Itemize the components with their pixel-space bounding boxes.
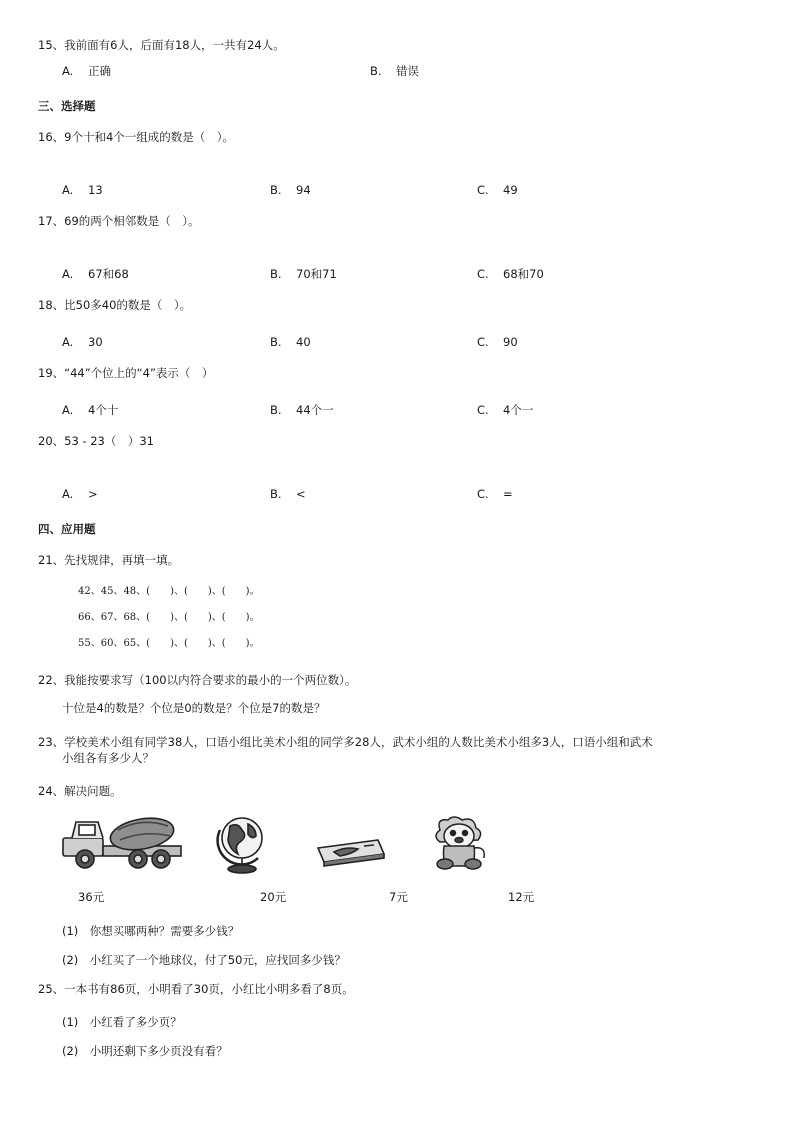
option-b bbox=[270, 487, 306, 501]
option-letter: C. bbox=[477, 183, 489, 197]
option-letter: A. bbox=[62, 335, 74, 349]
option-text: 67和68 bbox=[88, 267, 129, 281]
option-text: 30 bbox=[88, 335, 103, 349]
option-letter: C. bbox=[477, 267, 489, 281]
option-c bbox=[477, 487, 513, 501]
price-truck: 36元 bbox=[78, 890, 105, 904]
option-text: 13 bbox=[88, 183, 103, 197]
option-text: 4个一 bbox=[503, 403, 534, 417]
question-24-sub2: (2) 小红买了一个地球仪，付了50元，应找回多少钱？ bbox=[62, 953, 346, 967]
option-c bbox=[477, 403, 533, 417]
pattern-row: 42、45、48、( )、( )、( )。 bbox=[78, 586, 260, 597]
globe-icon bbox=[212, 810, 272, 876]
option-letter: B. bbox=[270, 487, 282, 501]
option-text: 90 bbox=[503, 335, 518, 349]
option-letter: B. bbox=[370, 64, 382, 78]
question-22-detail: 十位是4的数是？个位是0的数是？个位是7的数是？ bbox=[62, 701, 326, 715]
option-text: 70和71 bbox=[296, 267, 337, 281]
option-a bbox=[62, 403, 118, 417]
question-23-line2: 小组各有多少人？ bbox=[62, 751, 154, 765]
option-c bbox=[477, 267, 544, 281]
option-b bbox=[370, 64, 419, 78]
question-24-sub1: (1) 你想买哪两种？需要多少钱？ bbox=[62, 924, 240, 938]
question-16: 16、9个十和4个一组成的数是（ ）。 bbox=[38, 130, 235, 144]
option-letter: B. bbox=[270, 335, 282, 349]
option-text: 正确 bbox=[88, 64, 111, 78]
option-text: 4个十 bbox=[88, 403, 119, 417]
question-15: 15、我前面有6人，后面有18人，一共有24人。 bbox=[38, 38, 285, 52]
option-text: = bbox=[503, 487, 513, 501]
option-letter: A. bbox=[62, 183, 74, 197]
option-text: 错误 bbox=[396, 64, 419, 78]
question-20: 20、53 - 23（ ）31 bbox=[38, 434, 154, 448]
option-b bbox=[270, 183, 311, 197]
section-title-application: 四、应用题 bbox=[38, 522, 96, 536]
option-text: 68和70 bbox=[503, 267, 544, 281]
pattern-row: 66、67、68、( )、( )、( )。 bbox=[78, 612, 260, 623]
pattern-row: 55、60、65、( )、( )、( )。 bbox=[78, 638, 260, 649]
option-text: 40 bbox=[296, 335, 311, 349]
option-letter: A. bbox=[62, 64, 74, 78]
option-c bbox=[477, 183, 518, 197]
question-17: 17、69的两个相邻数是（ ）。 bbox=[38, 214, 200, 228]
option-letter: C. bbox=[477, 487, 489, 501]
option-a bbox=[62, 183, 103, 197]
option-letter: B. bbox=[270, 267, 282, 281]
price-pencil-case: 7元 bbox=[389, 890, 408, 904]
option-a bbox=[62, 335, 103, 349]
option-letter: A. bbox=[62, 403, 74, 417]
question-21: 21、先找规律，再填一填。 bbox=[38, 553, 180, 567]
option-c bbox=[477, 335, 518, 349]
option-letter: B. bbox=[270, 403, 282, 417]
option-text: 44个一 bbox=[296, 403, 334, 417]
option-text: < bbox=[296, 487, 306, 501]
price-globe: 20元 bbox=[260, 890, 287, 904]
question-25: 25、一本书有86页，小明看了30页，小红比小明多看了8页。 bbox=[38, 982, 354, 996]
question-25-sub2: (2) 小明还剩下多少页没有看？ bbox=[62, 1044, 228, 1058]
option-b bbox=[270, 403, 334, 417]
option-b bbox=[270, 335, 311, 349]
option-letter: C. bbox=[477, 335, 489, 349]
option-a bbox=[62, 267, 129, 281]
option-a bbox=[62, 64, 111, 78]
truck-icon bbox=[60, 812, 185, 872]
price-toy-lion: 12元 bbox=[508, 890, 535, 904]
pencil-case-icon bbox=[314, 834, 386, 868]
option-text: 94 bbox=[296, 183, 311, 197]
question-23-line1: 23、学校美术小组有同学38人，口语小组比美术小组的同学多28人，武术小组的人数比美术小组多3人，口语小组和武术 bbox=[38, 735, 653, 749]
option-letter: A. bbox=[62, 267, 74, 281]
option-letter: A. bbox=[62, 487, 74, 501]
option-text: 49 bbox=[503, 183, 518, 197]
toy-lion-icon bbox=[426, 812, 492, 874]
option-letter: C. bbox=[477, 403, 489, 417]
question-18: 18、比50多40的数是（ ）。 bbox=[38, 298, 192, 312]
option-a bbox=[62, 487, 98, 501]
option-b bbox=[270, 267, 337, 281]
question-22: 22、我能按要求写（100以内符合要求的最小的一个两位数）。 bbox=[38, 673, 357, 687]
option-letter: B. bbox=[270, 183, 282, 197]
question-25-sub1: (1) 小红看了多少页？ bbox=[62, 1015, 182, 1029]
option-text: > bbox=[88, 487, 98, 501]
question-24: 24、解决问题。 bbox=[38, 784, 122, 798]
section-title-choice: 三、选择题 bbox=[38, 99, 96, 113]
question-19: 19、“44”个位上的“4”表示（ ） bbox=[38, 366, 214, 380]
